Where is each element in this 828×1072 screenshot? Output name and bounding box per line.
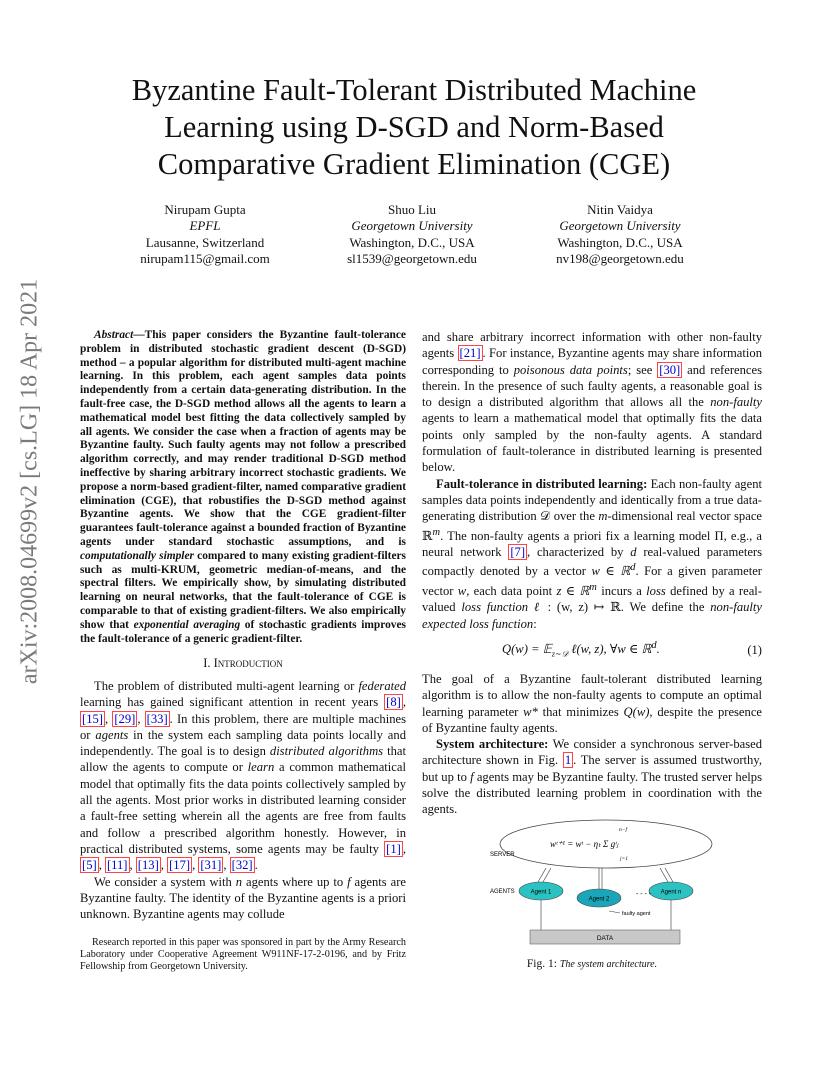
author-affiliation: EPFL <box>189 218 221 234</box>
citation-link[interactable]: [5] <box>82 858 97 873</box>
citation-link[interactable]: [8] <box>386 695 401 710</box>
equation-1: Q(w) = 𝔼$_{z\sim 𝒟}$ ℓ(w, z), ∀w ∈ ℝ$^d$. (1) <box>502 639 762 659</box>
citation-link[interactable]: [7] <box>510 545 526 560</box>
citation-link[interactable]: [15] <box>82 711 103 726</box>
figure-caption <box>422 958 762 970</box>
data-label: DATA <box>596 935 614 942</box>
agents-label: AGENTS <box>490 889 515 895</box>
agent-n-label: Agent n <box>660 889 682 896</box>
author-location: Washington, D.C., USA <box>557 234 683 250</box>
footnote: Research reported in this paper was sponsored in part by the Army Research Laboratory under Cooperative Agreement W911NF-17-2-0196, and by Fritz Fellowship from Georgetown University. <box>80 937 406 972</box>
author-email: nirupam115@gmail.com <box>140 250 270 266</box>
system-architecture-figure <box>488 818 724 950</box>
faulty-agent-label: faulty agent <box>622 911 651 917</box>
abstract-text: —This paper considers the Byzantine fault-tolerance problem in distributed stochastic gradient descent (D-SGD) method – a popular algorithm for distributed multi-agent machine learning. In this problem, each agent samples data points independently from a certain data-generating distribution. In the fault-free case, the D-SGD method allows all the agents to learn a mathematical model best fitting the data collectively sampled by all agents. We consider the case when a fraction of agents may be Byzantine faulty. Such faulty agents may not follow a prescribed algorithm correctly, and may render traditional D-SGD method ineffective by sharing arbitrary incorrect stochastic gradients. We propose a norm-based gradient-filter, named comparative gradient elimination (CGE), that robustifies the D-SGD method against Byzantine agents. We show that the CGE gradient-filter guarantees fault-tolerance against a bounded fraction of Byzantine agents under standard stochastic assumptions, and is <box>80 329 406 548</box>
author-affiliation: Georgetown University <box>351 218 473 234</box>
author-block <box>505 202 735 267</box>
sum-upper: n−f <box>619 827 627 833</box>
title-line: Comparative Gradient Elimination (CGE) <box>157 147 671 181</box>
author-name: Shuo Liu <box>387 202 437 217</box>
arxiv-stamp: arXiv:2008.04699v2 [cs.LG] 18 Apr 2021 <box>16 278 43 685</box>
sum-lower: j=1 <box>620 856 628 862</box>
agent-1-label: Agent 1 <box>530 889 552 896</box>
author-name: Nirupam Gupta <box>164 202 246 217</box>
citation-link[interactable]: [32] <box>231 858 253 873</box>
author-email: sl1539@georgetown.edu <box>347 250 477 266</box>
abstract-emph: computationally simpler <box>80 549 194 562</box>
author-block <box>90 202 320 267</box>
caption-text: The system architecture. <box>559 959 658 970</box>
citation-link[interactable]: [1] <box>386 841 401 856</box>
right-column-text: and share arbitrary incorrect information with other non-faulty agents [21] . For instance, Byzantine agents may share information corresponding to poisonous data points; see [30] and references therein. In the presence of such faulty agents, a reasonable goal is to design a distributed algorithm that allows all the non-faulty agents to learn a mathematical model that optimally fits the data points only sampled by the non-faulty agents. A standard formulation of fault-tolerance in distributed learning is presented below. Fault-tolerance in distributed learning: Each non-faulty agent samples data points independently and identically from a true data-generating distribution 𝒟 over the m-dimensional real vector space ℝ$^m$. The non-faulty agents a priori fix a learning model Π, e.g., a neural network [7] , characterized by d real-valued parameters compactly denoted by a vector w ∈ ℝ$^d$. For a given parameter vector w, each data point z ∈ ℝ$^m$ incurs a loss defined by a real-valued loss function ℓ : (w, z) ↦ ℝ. We define the non-faulty expected loss function: Q(w) = 𝔼$_{z\sim 𝒟}$ ℓ(w, z), ∀w ∈ ℝ$^d$. (1) The goal of a Byzantine fault-tolerant distributed learning algorithm is to allow the non-faulty agents to compute an optimal learning parameter w* that minimizes Q(w), despite the presence of Byzantine faulty agents. System architecture: We consider a synchronous server-based architecture shown in Fig. 1 . The server is assumed trustworthy, but up to f agents may be Byzantine faulty. The trusted server helps solve the distributed learning problem in coordination with the agents. <box>422 330 763 817</box>
title-line: Byzantine Fault-Tolerant Distributed Machine <box>131 73 697 107</box>
paragraph-heading: Fault-tolerance in distributed learning: <box>436 476 648 491</box>
figure-link[interactable]: 1 <box>564 753 572 768</box>
intro-text: The problem of distributed multi-agent learning or federated learning has gained significant attention in recent years [8] , [15] , [29] , [33] . In this problem, there are multiple machines or agents in the system each sampling data points locally and independently. The goal is to design distributed algorithms that allow the agents to compute or learn a common mathematical model that optimally fits the data points collectively sampled by all the agents. Most prior works in distributed learning consider a fault-free setting wherein all the agents are free from faults and follow a prescribed algorithm honestly. However, in practical distributed systems, some agents may be faulty [1] , [5] , [11] , [13] , [17] , [31] , [32] . We consider a system with n agents where up to f agents are Byzantine faulty. The identity of the Byzantine agents is a priori unknown. Byzantine agents may collude <box>80 679 407 922</box>
server-label: SERVER <box>490 852 515 858</box>
author-email: nv198@georgetown.edu <box>556 250 684 266</box>
ellipsis: - - - - <box>636 891 652 898</box>
paper-title <box>60 72 768 183</box>
caption-label: Fig. 1: <box>526 958 557 970</box>
citation-link[interactable]: [11] <box>106 858 128 873</box>
equation-number: (1) <box>747 643 762 658</box>
server-update-equation: wᵗ⁺¹ = wᵗ − ηₜ Σ gᵗⱼ <box>550 839 619 849</box>
section-heading: I. Introduction <box>203 656 283 670</box>
abstract-emph: exponential averaging <box>133 618 241 631</box>
paragraph-heading: System architecture: <box>436 737 549 752</box>
citation-link[interactable]: [30] <box>659 362 681 377</box>
citation-link[interactable]: [31] <box>200 858 222 873</box>
citation-link[interactable]: [21] <box>459 346 481 361</box>
author-block <box>297 202 527 267</box>
author-name: Nitin Vaidya <box>587 202 653 217</box>
author-location: Lausanne, Switzerland <box>145 234 265 250</box>
abstract-text: compared to many existing gradient-filters such as multi-KRUM, geometric median-of-means, and the spectral filters. We empirically show, by simulating distributed learning on neural networks, that the fault-tolerance of CGE is comparable to that of existing gradient-filters. We also empirically show that <box>80 549 406 631</box>
citation-link[interactable]: [17] <box>169 858 191 873</box>
citation-link[interactable]: [13] <box>137 858 159 873</box>
author-affiliation: Georgetown University <box>559 218 681 234</box>
author-location: Washington, D.C., USA <box>349 234 475 250</box>
citation-link[interactable]: [33] <box>146 711 168 726</box>
abstract <box>80 329 406 646</box>
agent-2-label: Agent 2 <box>588 896 610 903</box>
title-line: Learning using D-SGD and Norm-Based <box>164 110 664 144</box>
abstract-text: of stochastic gradients improves the fault-tolerance of a generic gradient-filter. <box>80 618 406 645</box>
citation-link[interactable]: [29] <box>114 711 136 726</box>
abstract-label: Abstract <box>94 329 134 341</box>
